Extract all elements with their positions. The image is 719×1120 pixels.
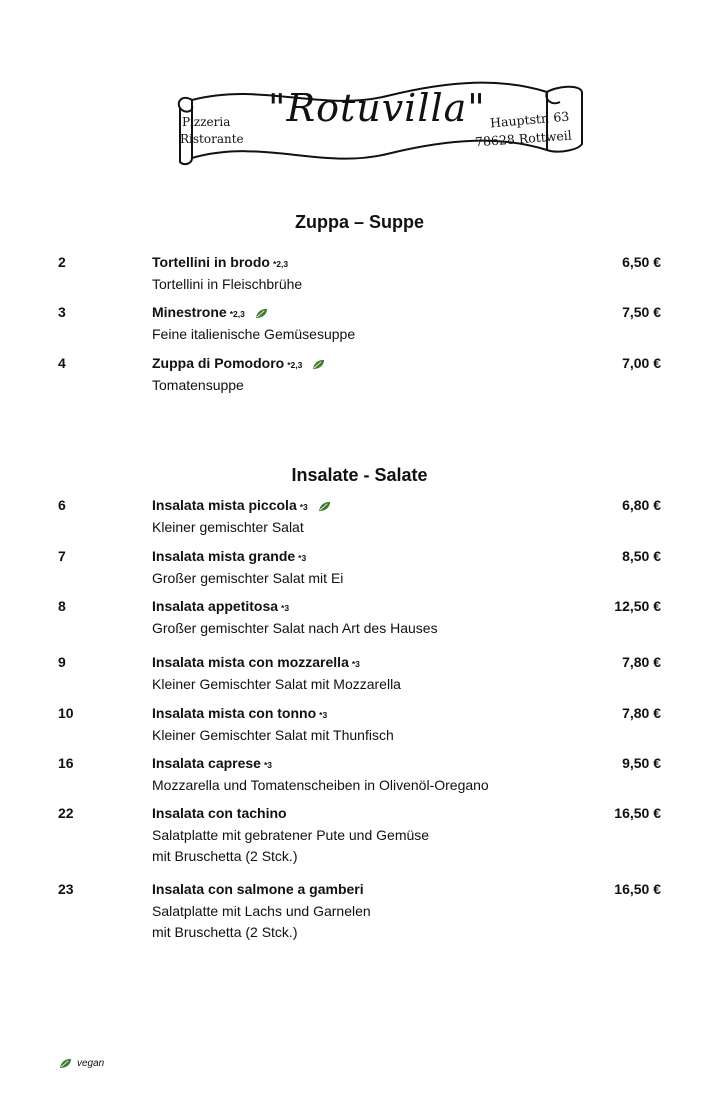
item-description — [152, 775, 489, 796]
section-title: Insalate - Salate — [291, 465, 428, 485]
leaf-icon — [312, 359, 325, 370]
item-price: 9,50 € — [622, 755, 661, 771]
item-description-line: mit Bruschetta (2 Stck.) — [152, 848, 298, 864]
item-name: Minestrone — [152, 304, 227, 320]
item-description-line: Kleiner Gemischter Salat mit Thunfisch — [152, 727, 394, 743]
item-number: 2 — [58, 254, 66, 270]
logo-pizzeria: Pizzeria — [182, 115, 231, 129]
item-additives: *2,3 — [272, 259, 289, 269]
item-name-line — [152, 254, 288, 270]
item-description — [152, 274, 302, 295]
item-name: Insalata con salmone a gamberi — [152, 881, 364, 897]
item-description — [152, 375, 244, 396]
item-name: Insalata mista con mozzarella — [152, 654, 349, 670]
item-additives: *3 — [351, 659, 360, 669]
leaf-icon — [318, 501, 331, 512]
address-city: 78628 Rottweil — [474, 127, 573, 150]
item-number: 9 — [58, 654, 66, 670]
item-number: 8 — [58, 598, 66, 614]
item-price: 12,50 € — [614, 598, 661, 614]
item-additives: *3 — [281, 603, 290, 613]
legend — [59, 1058, 104, 1069]
item-description — [152, 568, 343, 589]
item-description — [152, 517, 304, 538]
item-name-line — [152, 355, 325, 371]
item-description — [152, 825, 429, 867]
item-price: 7,50 € — [622, 304, 661, 320]
item-additives: *3 — [299, 502, 308, 512]
item-name-line — [152, 497, 331, 513]
item-name-line — [152, 755, 272, 771]
item-description-line: Salatplatte mit Lachs und Garnelen — [152, 903, 371, 919]
item-additives: *3 — [319, 710, 328, 720]
item-number: 22 — [58, 805, 74, 821]
item-name-line — [152, 548, 306, 564]
restaurant-logo-banner — [172, 72, 588, 168]
section-title: Zuppa – Suppe — [294, 212, 424, 232]
leaf-icon — [255, 308, 268, 319]
item-name: Insalata caprese — [152, 755, 261, 771]
item-additives: *3 — [298, 553, 307, 563]
item-description — [152, 674, 401, 695]
item-price: 8,50 € — [622, 548, 661, 564]
item-description-line: Kleiner Gemischter Salat mit Mozzarella — [152, 676, 401, 692]
item-name: Insalata con tachino — [152, 805, 287, 821]
item-price: 6,50 € — [622, 254, 661, 270]
item-price: 6,80 € — [622, 497, 661, 513]
item-description-line: Salatplatte mit gebratener Pute und Gemüse — [152, 827, 430, 843]
item-name-line — [152, 598, 289, 614]
item-description-line: Großer gemischter Salat mit Ei — [152, 570, 344, 586]
item-name: Insalata appetitosa — [152, 598, 279, 614]
item-number: 7 — [58, 548, 66, 564]
logo-ristorante: Ristorante — [180, 132, 244, 146]
item-name: Insalata mista grande — [152, 548, 296, 564]
item-description-line: Tomatensuppe — [152, 377, 244, 393]
item-name: Tortellini in brodo — [152, 254, 270, 270]
address-street: Hauptstr. 63 — [489, 108, 570, 131]
item-description-line: Mozzarella und Tomatenscheiben in Olivenöl-Oregano — [152, 777, 489, 793]
item-additives: *2,3 — [287, 360, 303, 370]
restaurant-name: "Rotuvilla" — [268, 86, 486, 130]
item-description-line: mit Bruschetta (2 Stck.) — [152, 924, 298, 940]
item-description-line: Kleiner gemischter Salat — [152, 519, 304, 535]
item-number: 23 — [58, 881, 74, 897]
item-number: 3 — [58, 304, 66, 320]
item-name-line — [152, 881, 364, 897]
item-name: Zuppa di Pomodoro — [152, 355, 285, 371]
item-description-line: Tortellini in Fleischbrühe — [152, 276, 303, 292]
item-description-line: Großer gemischter Salat nach Art des Hauses — [152, 620, 438, 636]
legend-label: vegan — [77, 1058, 105, 1070]
item-name-line — [152, 805, 287, 821]
item-price: 7,80 € — [622, 654, 661, 670]
item-additives: *3 — [263, 760, 273, 770]
item-price: 7,80 € — [622, 705, 661, 721]
item-description — [152, 618, 438, 639]
item-description — [152, 324, 355, 345]
item-additives: *2,3 — [229, 309, 245, 319]
item-name-line — [152, 304, 268, 320]
item-number: 6 — [58, 497, 66, 513]
item-price: 16,50 € — [614, 805, 661, 821]
item-price: 16,50 € — [614, 881, 661, 897]
leaf-icon — [59, 1058, 72, 1069]
item-description-line: Feine italienische Gemüsesuppe — [152, 326, 356, 342]
item-description — [152, 725, 394, 746]
item-number: 16 — [58, 755, 74, 771]
item-number: 4 — [58, 355, 66, 371]
item-price: 7,00 € — [622, 355, 661, 371]
item-name-line — [152, 705, 327, 721]
item-number: 10 — [58, 705, 74, 721]
item-name: Insalata mista con tonno — [152, 705, 317, 721]
item-name-line — [152, 654, 360, 670]
item-name: Insalata mista piccola — [152, 497, 297, 513]
item-description — [152, 901, 371, 943]
